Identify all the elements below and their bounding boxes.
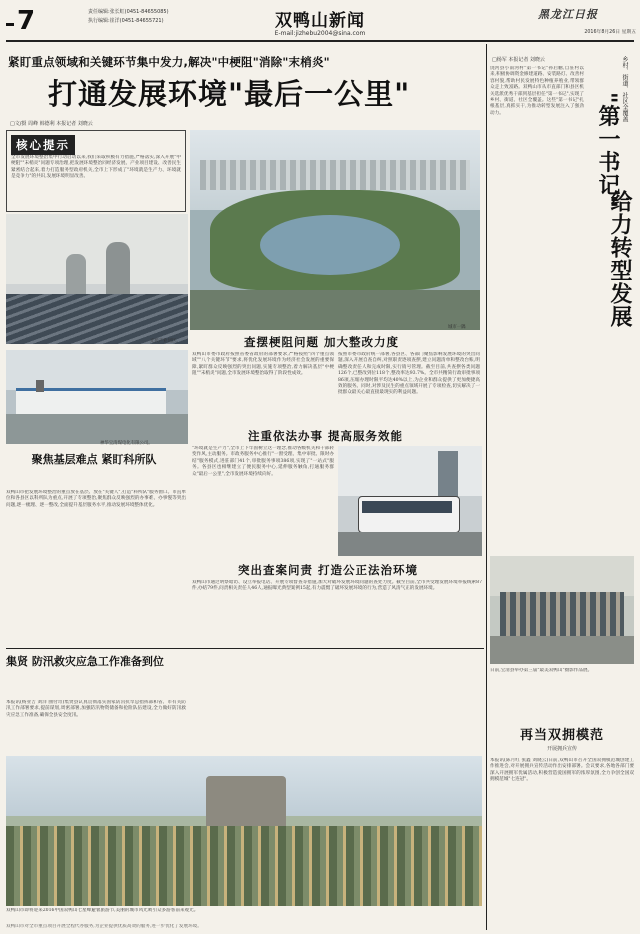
editor-line: 责任编辑:张长虹(0451-84655085) — [88, 9, 169, 15]
photo-tourism-festival — [6, 756, 482, 906]
photo-caption-1: 光伏产业园区。 — [150, 339, 181, 344]
section-3-text: 双鸭山市通过明察暗访、设立举报电话、开展专项督查等措施,加大对破坏发展环境问题的查处力度。截至目前,全市共受理发展环境举报线索87件,办结79件,问责相关责任人46人,通报曝光典型案例15起,有力震慑了破坏发展环境的行为,营造了风清气正的发展环境。 — [192, 580, 482, 592]
column-divider — [486, 44, 487, 930]
photo-city-bus — [338, 446, 482, 556]
left-bottom-text: 本报讯(杨业吉 刘洋 曲付奇)集贤县认真贯彻落实国家防汛抗旱总指挥部和省、市有关防汛工作部署要求,提前谋划,周密部署,加强防汛物资储备和抢险队伍建设,全力做好防汛救灾应急工作准备,确保全县安全度汛。 — [6, 700, 186, 718]
photo-caption-main: 城市一隅 — [448, 325, 466, 330]
photo-caption-2: 神华宝清煤电化有限公司。 — [100, 441, 153, 446]
photo-coal-power-plant — [6, 350, 188, 444]
right-photo-caption: 日前,宝清县举办第三届"最美双鸭山"摄影作品展。 — [490, 668, 593, 673]
right-text: 饶河县小南河村"第一书记"孙启鹏,自驻村以来,积极协调资金修建道路、安装路灯、改善村容村貌,帮助村民发展特色种植养殖业,带领群众走上致富路。双鸭山市从市直部门和县区机关选派优秀干部到基层担任"第一书记",实现了乡村、街道、社区全覆盖。这些"第一书记"扎根基层,真抓实干,为推动转型发展注入了强劲动力。 — [490, 66, 584, 116]
left-mid-text: 双鸭山市把发展环境整治的重点放在基层、放在"关键人",打造"科所队"服务窗口。市直单位和各县区以科所队为重点,开展了专项整治,聚焦群众反映强烈的办事难、办事慢等突出问题,逐一梳理、逐一整改,全面提升基层服务水平,推动发展环境整体优化。 — [6, 490, 186, 508]
right-sub-sub-title: 开展拥兵宣传 — [546, 746, 577, 752]
editor-info — [88, 8, 208, 26]
right-sub-text: 本报讯(陈月红 张鑫 刘晓云)日前,双鸭山市召开全国双拥模范城创建工作推进会,对开展拥兵宣传活动作出安排部署。会议要求,各地各部门要深入开展拥军优属活动,积极营造爱国拥军的浓厚氛围,全力争创全国双拥模范城"七连冠"。 — [490, 758, 634, 783]
lead-title: 打通发展环境"最后一公里" — [48, 77, 411, 111]
photo-right-event — [490, 556, 634, 664]
photo-solar-park — [6, 214, 188, 344]
lead-subtitle: 紧盯重点领域和关键环节集中发力,解决"中梗阻"消除"末梢炎" — [8, 55, 330, 69]
section-3-title: 突出查案问责 打造公正法治环境 — [238, 563, 419, 577]
masthead-logo: 黑龙江日报 — [538, 8, 598, 21]
lead-byline: □文/摄 周峰 韩德利 本报记者 刘晓云 — [10, 121, 93, 127]
right-title-a: "第一书记" — [595, 92, 620, 209]
right-sub-title-block — [490, 724, 634, 752]
right-sub-title: 再当双拥模范 — [519, 728, 604, 743]
section-1-text: 按照市委市政府统一部署,各县区、各部门聚焦影响发展环境的突出问题,深入开展自查自纠,对照职责逐项查摆,建立问题清单和整改台账,明确整改责任人和完成时限,实行销号管理。截至目前,共查摆各类问题126个,已整改到位118个,整改率达93.7%。全市共精简行政审批事项86项,压缩办理时限平均达40%以上,为企业和群众提供了更加便捷高效的服务。同时,对涉及民生的重点领域开展了专项检查,切实解决了一批群众最关心最直接最现实的利益问题。 — [338, 352, 480, 396]
right-kicker: 乡村、街道、社区全覆盖 — [621, 56, 628, 122]
publication-title: 双鸭山新闻 — [275, 11, 365, 31]
header-rule — [6, 40, 634, 42]
bottom-caption: 双鸭山市即将迎来2016中国双鸭山七星峰避暑旅游节,美丽的城市风光吸引众多游客前来观光。 — [6, 908, 199, 913]
section-2-text: "环境就是生产力",全市上下牢固树立这一理念,推动各级机关和干部转变作风,主动服务。市政务服务中心推行"一窗受理、集中审批、限时办结"服务模式,进驻部门41个,审批服务事项386项,实现了"一站式"服务。各县区也相继建立了便民服务中心,延伸服务触角,打通服务群众"最后一公里",全市发展环境持续向好。 — [192, 446, 334, 477]
left-mid-title: 聚焦基层难点 紧盯科所队 — [31, 453, 157, 466]
section-2-title: 注重依法办事 提高服务效能 — [248, 429, 404, 443]
date-line: 2016年8月26日 星期五 — [584, 30, 636, 35]
left-bottom-title: 集贤 防汛救灾应急工作准备到位 — [6, 655, 164, 668]
photo-city-view — [190, 130, 480, 330]
email-line: E-mail:jizhebu2004@sina.com — [274, 30, 366, 37]
right-title-b: 给力转型发展 — [607, 190, 632, 328]
core-summary-box — [6, 130, 186, 212]
page-number: 7 — [6, 8, 35, 34]
section-1-title: 查摆梗阻问题 加大整改力度 — [244, 335, 400, 349]
lead-intro-text: 双鸭山市委市政府按照省委省政府的部署要求,严格按照"四个重点领域""八个关键环节"要求,将优化发展环境作为经济社会发展的重要保障,紧盯群众反映强烈的突出问题,实施专项整治,着力解决基层"中梗阻""末梢炎"问题,全市发展环境整治取得了阶段性成效。 — [192, 352, 334, 377]
bottom-strip: 双鸭山市对全市重点项目开展全程代办服务,为企业提供优质高效的服务,进一步优化了发展环境。 — [6, 924, 202, 929]
right-byline: □杨军 本报记者 刘晓云 — [492, 57, 545, 63]
proof-line: 执行编辑:崔洋(0451-84655721) — [88, 18, 164, 24]
divider-bottom — [6, 648, 484, 649]
core-text: 全市发展环境整治集中行动启动以来,我们采取积极有力措施,严格落实,深入开展"中梗阻""末梢炎"问题专项治理,把发展环境整治同经济发展、产业项目建设、改善民生紧密结合起来,着力打造服务型政府机关,全市上下形成了"环境就是生产力、环境就是竞争力"的共识,发展环境明显改善。 — [11, 155, 181, 180]
core-label: 核心提示 — [11, 135, 75, 155]
